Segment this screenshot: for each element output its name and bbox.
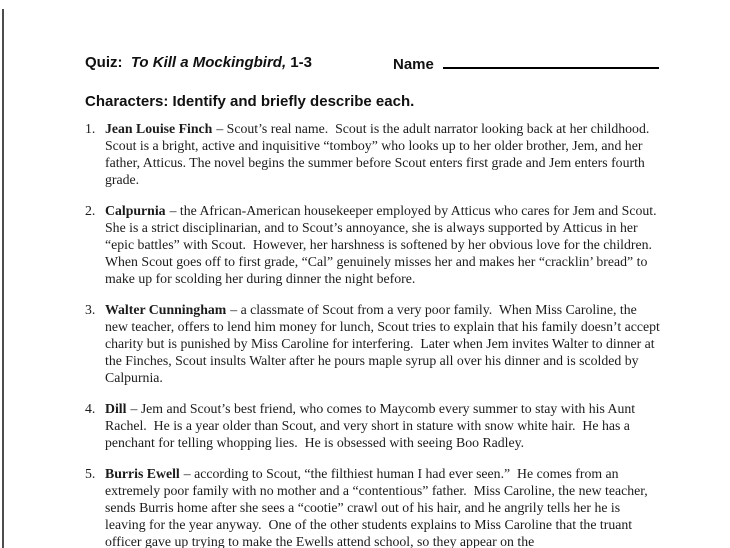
item-number: 3.: [85, 302, 96, 317]
character-description: – Scout’s real name. Scout is the adult narrator looking back at her childhood. Scout is a bright, active and inquisitive “tomboy” who looks up to her older brother, Jem, and her father, Atticus. The novel begins the summer before Scout enters first grade and Jem enters fourth grade.: [105, 121, 657, 187]
list-item: [85, 202, 665, 287]
character-name: Jean Louise Finch: [105, 121, 213, 136]
character-description: – the African-American housekeeper employed by Atticus who cares for Jem and Scout. She is a strict disciplinarian, and to Scout’s annoyance, she is always supported by Atticus in her “epic battles” with Scout. However, her harshness is softened by her obvious love for the children. When Scout goes off to first grade, “Cal” genuinely misses her and makes her “cracklin’ bread” to make up for scolding her during dinner the night before.: [105, 203, 664, 286]
page-left-edge-line: [2, 9, 4, 548]
list-item: [85, 301, 665, 386]
character-name: Burris Ewell: [105, 466, 180, 481]
character-description: – Jem and Scout’s best friend, who comes to Maycomb every summer to stay with his Aunt Rachel. He is a year older than Scout, and very short in stature with snow white hair. He has a penchant for telling whopping lies. He is obsessed with seeing Boo Radley.: [105, 401, 639, 450]
quiz-book-title: To Kill a Mockingbird,: [130, 54, 287, 71]
character-list: [85, 120, 665, 548]
quiz-header: [85, 54, 665, 73]
name-field: [393, 54, 659, 73]
item-number: 5.: [85, 466, 96, 481]
quiz-chapter-range: 1-3: [286, 54, 312, 71]
page-content: [85, 54, 665, 548]
item-text: [105, 400, 663, 451]
character-description: – according to Scout, “the filthiest human I had ever seen.” He comes from an extremely poor family with no mother and a “contentious” father. Miss Caroline, the new teacher, sends Burris home after she sees a “cootie” crawl out of his hair, and he angrily tells her he is leaving for the year anyway. One of the other students explains to Miss Caroline that the truant officer gave up trying to make the Ewells attend school, so they appear on the: [105, 466, 652, 548]
list-item: [85, 465, 665, 548]
item-text: [105, 120, 663, 188]
item-text: [105, 202, 663, 287]
quiz-title-line: [85, 54, 312, 71]
name-label: Name: [393, 56, 434, 73]
item-number: 1.: [85, 121, 96, 136]
item-text: [105, 465, 663, 548]
character-name: Walter Cunningham: [105, 302, 227, 317]
item-number: 2.: [85, 203, 96, 218]
name-blank-line: [443, 54, 659, 69]
section-heading: Characters: Identify and briefly describe each.: [85, 93, 415, 110]
item-number: 4.: [85, 401, 96, 416]
list-item: [85, 120, 665, 188]
list-item: [85, 400, 665, 451]
item-text: [105, 301, 663, 386]
character-description: – a classmate of Scout from a very poor family. When Miss Caroline, the new teacher, offers to lend him money for lunch, Scout tries to explain that his family doesn’t accept charity but is punished by Miss Caroline for interfering. Later when Jem invites Walter to dinner at the Finches, Scout insults Walter after he pours maple syrup all over his dinner and is scolded by Calpurnia.: [105, 302, 664, 385]
quiz-label: Quiz:: [85, 54, 131, 71]
character-name: Dill: [105, 401, 127, 416]
character-name: Calpurnia: [105, 203, 166, 218]
